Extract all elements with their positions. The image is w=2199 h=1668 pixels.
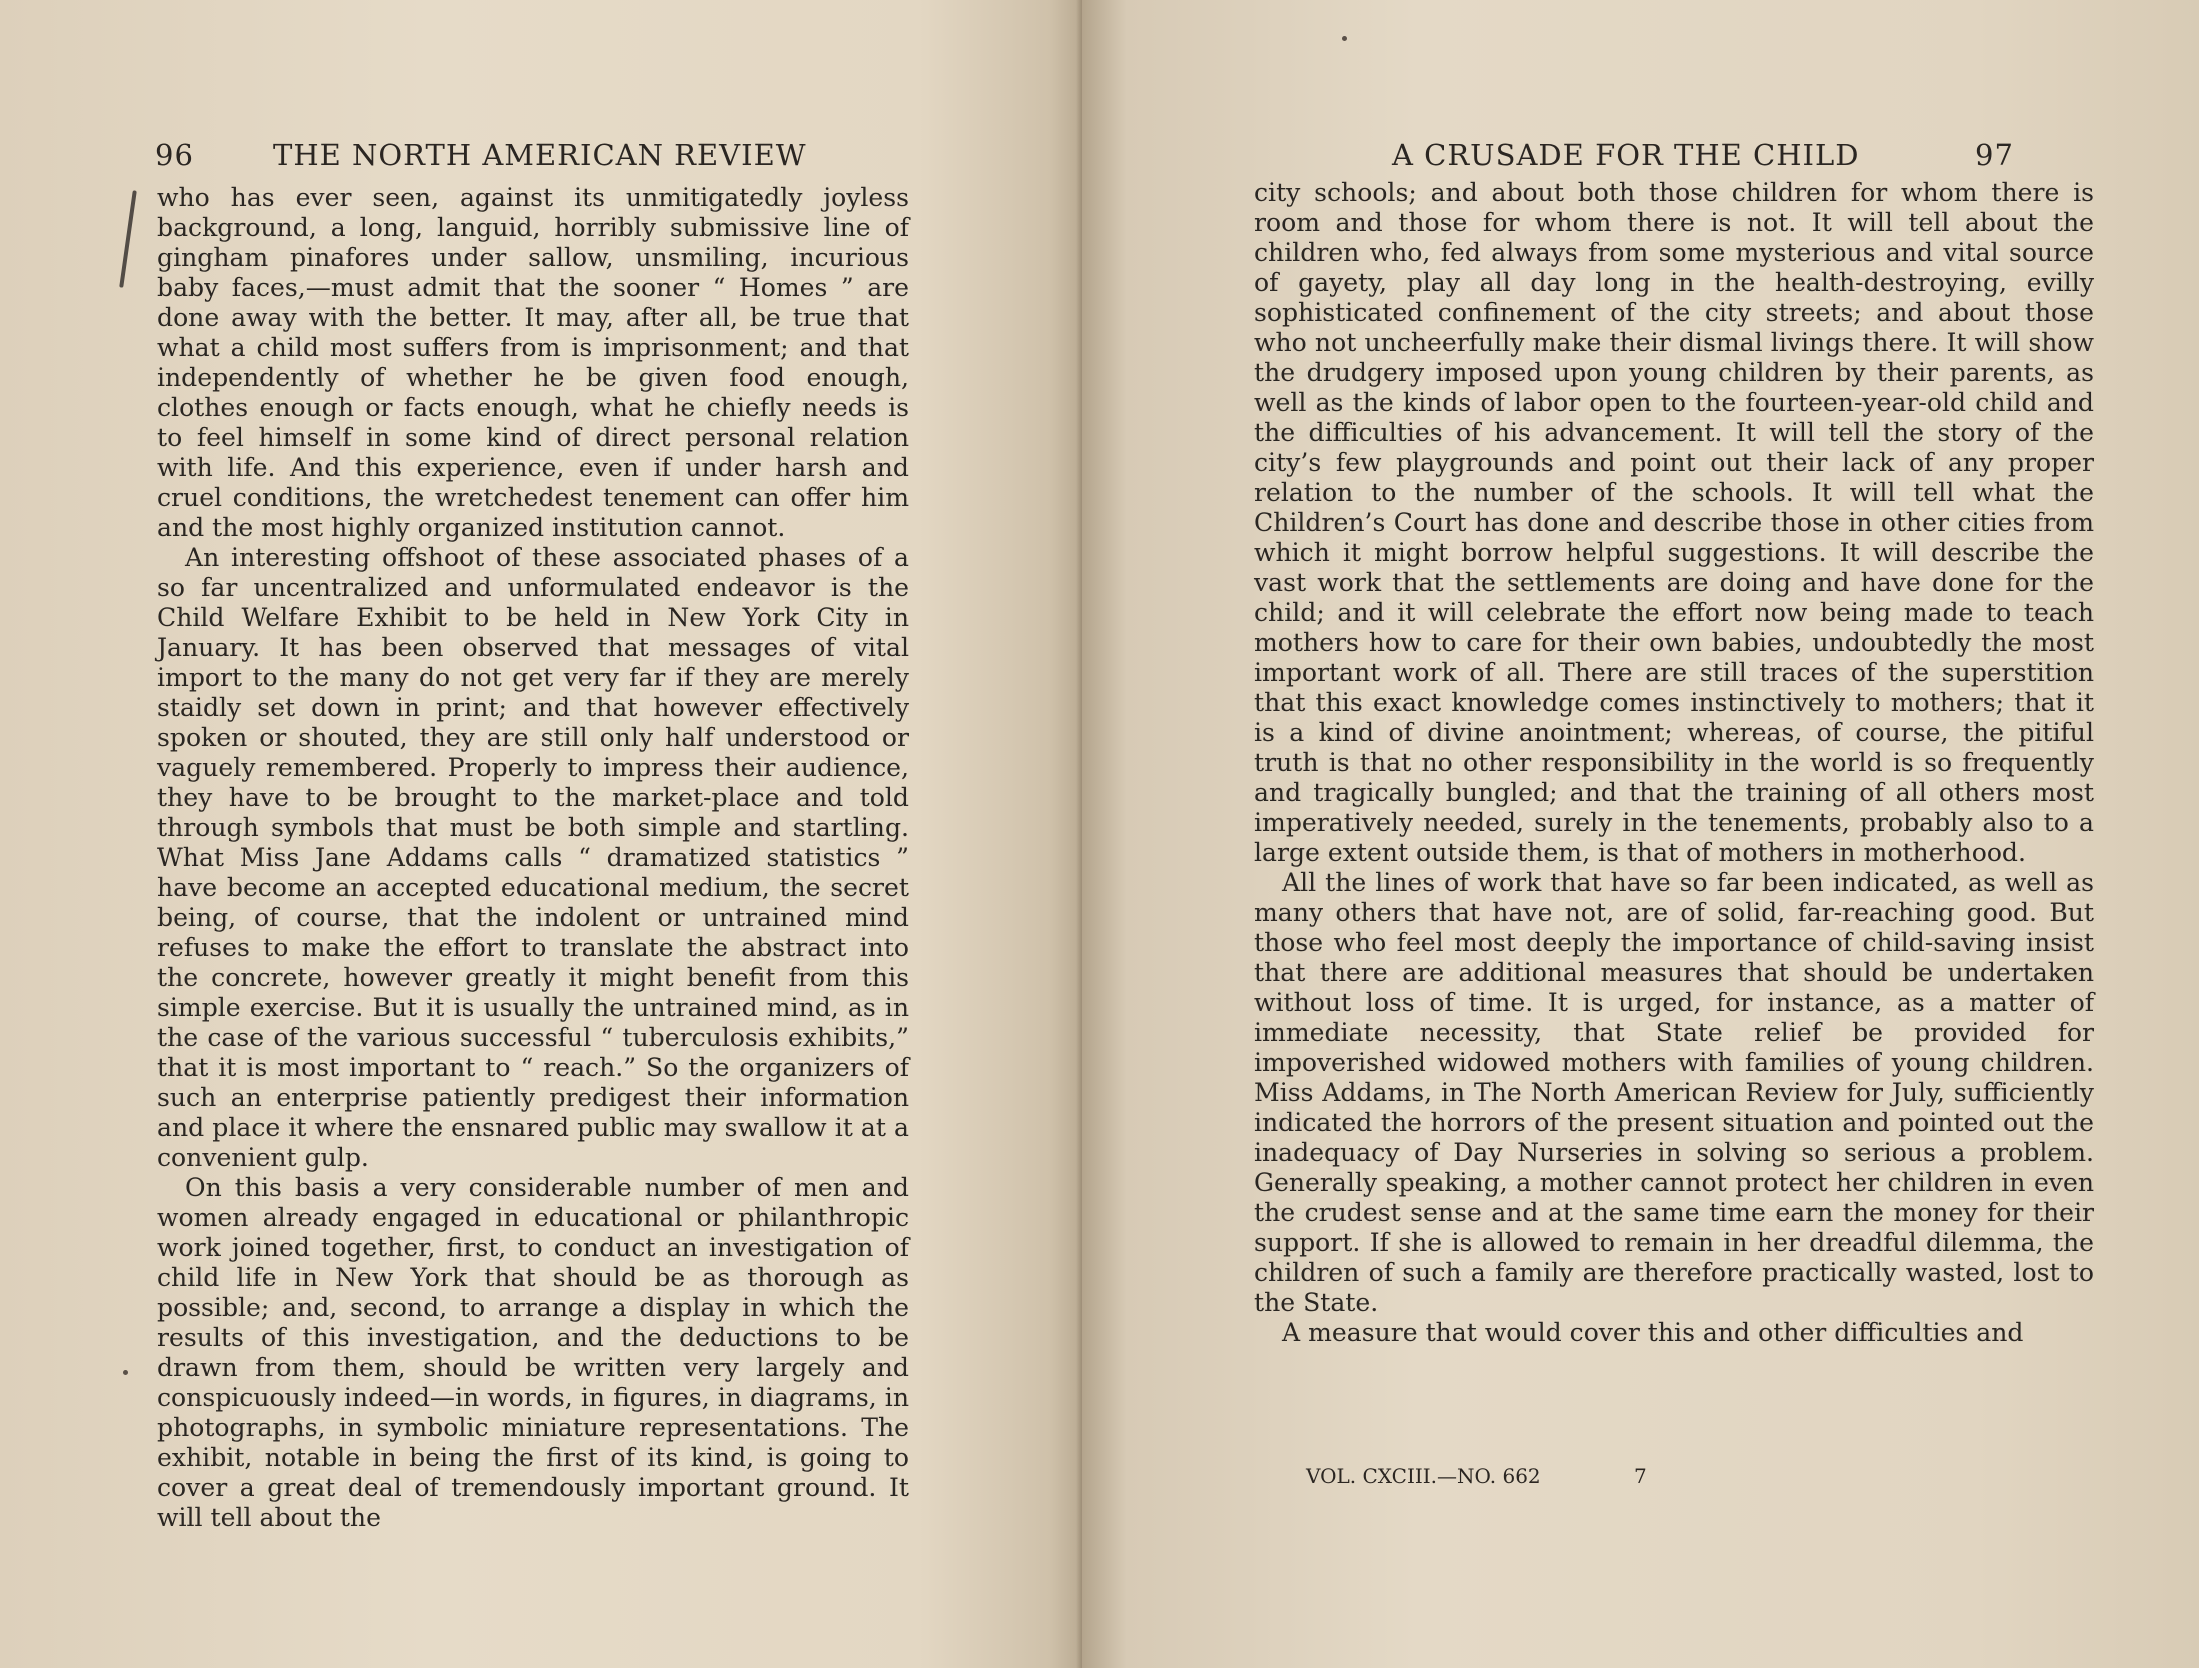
right-page-number: 97 bbox=[1975, 138, 2014, 172]
right-paragraph-3: A measure that would cover this and other difficulties and bbox=[1282, 1318, 2024, 1347]
left-running-head: THE NORTH AMERICAN REVIEW bbox=[273, 138, 807, 172]
left-body-text bbox=[157, 183, 909, 1533]
margin-speck bbox=[123, 1370, 128, 1375]
left-paragraph-1: who has ever seen, against its unmitigatedly joyless background, a long, languid, horribly submissive line of gingham pinafores under sallow, unsmiling, incurious baby faces,—must admit that the sooner “ Homes ” are done away with the better. It may, after all, be true that what a child most suffers from is imprisonment; and that independently of whether he be given food enough, clothes enough or facts enough, what he chiefly needs is to feel himself in some kind of direct personal relation with life. And this experience, even if under harsh and cruel conditions, the wretchedest tenement can offer him and the most highly organized institution cannot. bbox=[157, 183, 909, 542]
pencil-margin-mark bbox=[119, 190, 137, 288]
left-page-number: 96 bbox=[155, 138, 194, 172]
left-paragraph-2: An interesting offshoot of these associated phases of a so far uncentralized and unformulated endeavor is the Child Welfare Exhibit to be held in New York City in January. It has been observed that messages of vital import to the many do not get very far if they are merely staidly set down in print; and that however effectively spoken or shouted, they are still only half understood or vaguely remembered. Properly to impress their audience, they have to be brought to the market-place and told through symbols that must be both simple and startling. What Miss Jane Addams calls “ dramatized statistics ” have become an accepted educational medium, the secret being, of course, that the indolent or untrained mind refuses to make the effort to translate the abstract into the concrete, however greatly it might benefit from this simple exercise. But it is usually the untrained mind, as in the case of the various successful “ tuberculosis exhibits,” that it is most important to “ reach.” So the organizers of such an enterprise patiently predigest their information and place it where the ensnared public may swallow it at a convenient gulp. bbox=[157, 543, 909, 1172]
left-paragraph-3: On this basis a very considerable number of men and women already engaged in educational or philanthropic work joined together, first, to conduct an investigation of child life in New York that should be as thorough as possible; and, second, to arrange a display in which the results of this investigation, and the deductions to be drawn from them, should be written very largely and conspicuously indeed—in words, in figures, in diagrams, in photographs, in symbolic miniature representations. The exhibit, notable in being the first of its kind, is going to cover a great deal of tremendously important ground. It will tell about the bbox=[157, 1173, 909, 1532]
signature-line: VOL. CXCIII.—NO. 662 bbox=[1306, 1464, 1541, 1488]
right-running-head: A CRUSADE FOR THE CHILD bbox=[1392, 138, 1860, 172]
signature-mark: 7 bbox=[1634, 1464, 1647, 1488]
left-page bbox=[0, 0, 1082, 1668]
right-paragraph-1: city schools; and about both those children for whom there is room and those for whom there is not. It will tell about the children who, fed always from some mysterious and vital source of gayety, play all day long in the health-destroying, evilly sophisticated confinement of the city streets; and about those who not uncheerfully make their dismal livings there. It will show the drudgery imposed upon young children by their parents, as well as the kinds of labor open to the fourteen-year-old child and the difficulties of his advancement. It will tell the story of the city’s few playgrounds and point out their lack of any proper relation to the number of the schools. It will tell what the Children’s Court has done and describe those in other cities from which it might borrow helpful suggestions. It will describe the vast work that the settlements are doing and have done for the child; and it will celebrate the effort now being made to teach mothers how to care for their own babies, undoubtedly the most important work of all. There are still traces of the superstition that this exact knowledge comes instinctively to mothers; that it is a kind of divine anointment; whereas, of course, the pitiful truth is that no other responsibility in the world is so frequently and tragically bungled; and that the training of all others most imperatively needed, surely in the tenements, probably also to a large extent outside them, is that of mothers in motherhood. bbox=[1254, 178, 2094, 867]
right-page bbox=[1082, 0, 2199, 1668]
right-body-text bbox=[1254, 178, 2094, 1348]
top-margin-speck bbox=[1342, 36, 1347, 41]
right-paragraph-2: All the lines of work that have so far been indicated, as well as many others that have not, are of solid, far-reaching good. But those who feel most deeply the importance of child-saving insist that there are additional measures that should be undertaken without loss of time. It is urged, for instance, as a matter of immediate necessity, that State relief be provided for impoverished widowed mothers with families of young children. Miss Addams, in The North American Review for July, sufficiently indicated the horrors of the present situation and pointed out the inadequacy of Day Nurseries in solving so serious a problem. Generally speaking, a mother cannot protect her children in even the crudest sense and at the same time earn the money for their support. If she is allowed to remain in her dreadful dilemma, the children of such a family are therefore practically wasted, lost to the State. bbox=[1254, 868, 2094, 1317]
